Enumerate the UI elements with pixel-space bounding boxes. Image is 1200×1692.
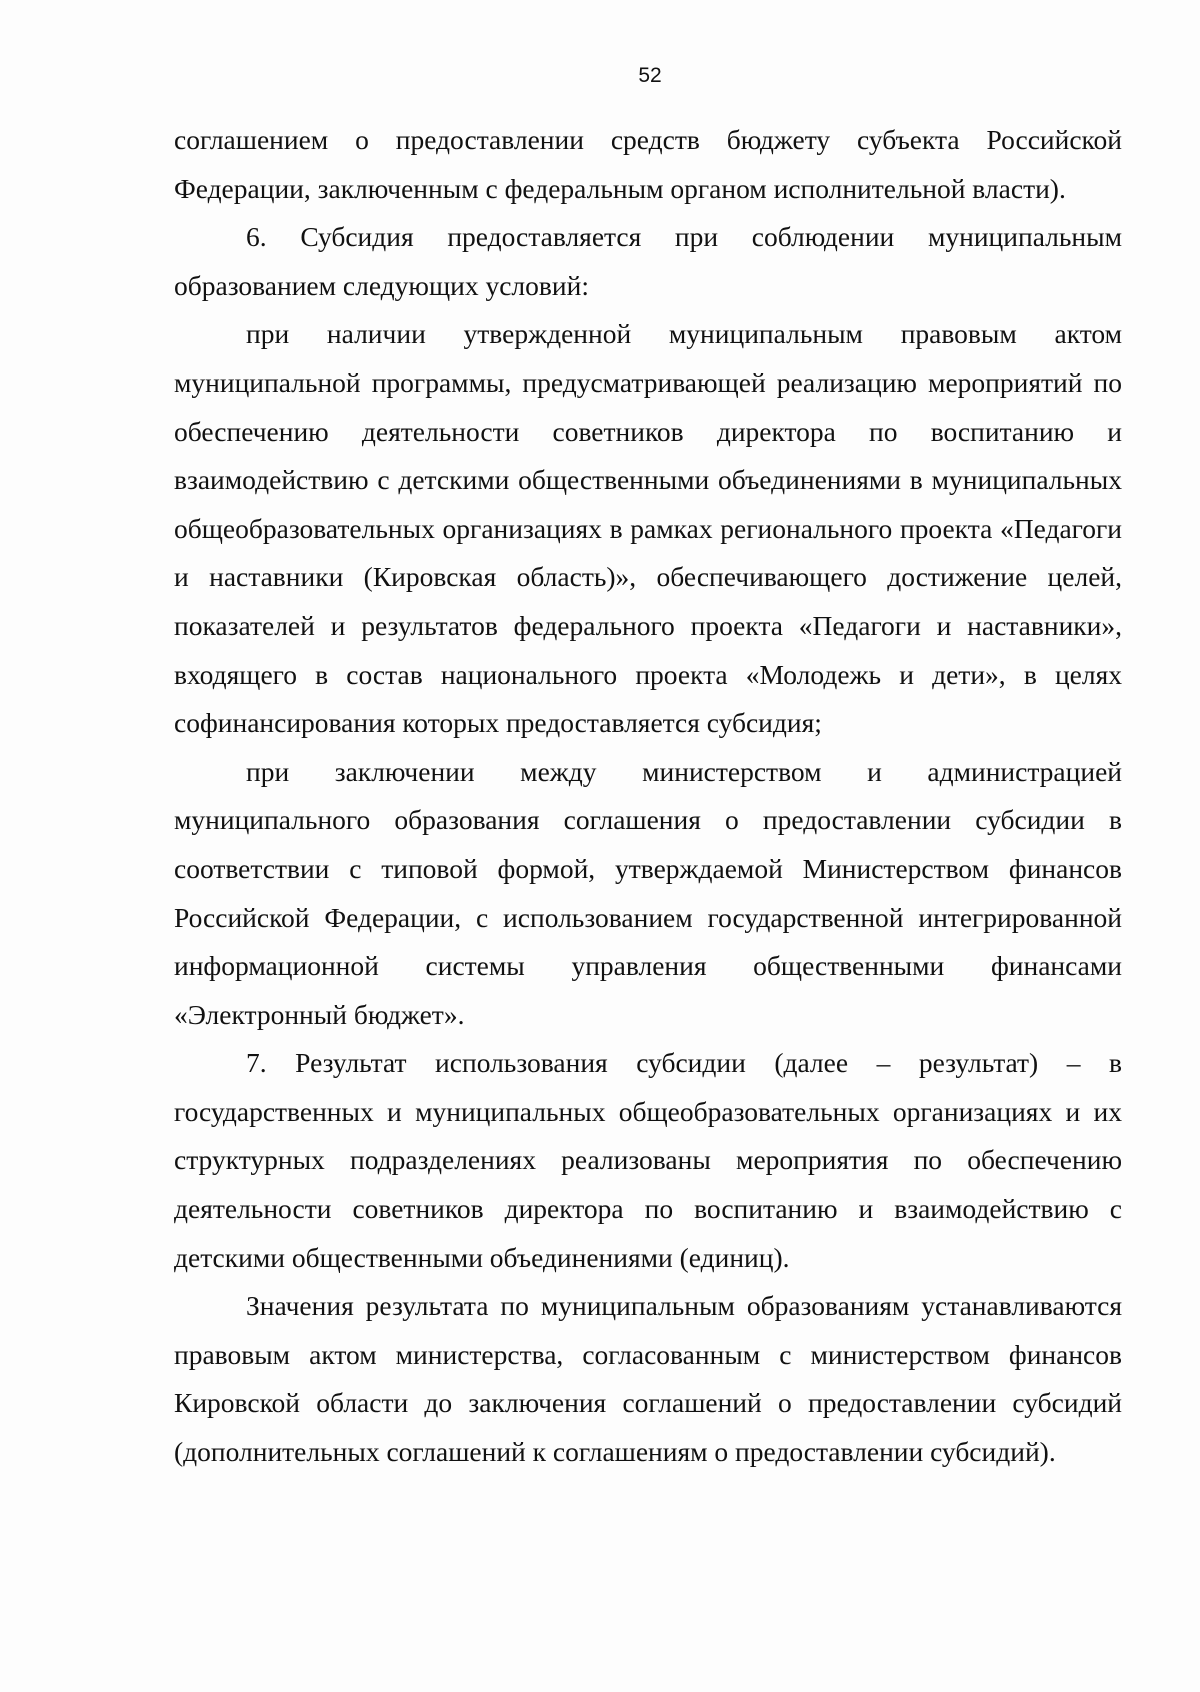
- document-body: [174, 116, 1122, 1477]
- paragraph-condition-agreement: при заключении между министерством и администрацией муниципального образования соглашения о предоставлении субсидии в соответствии с типовой формой, утверждаемой Министерством финансов Российской Федерации, с использованием государственной интегрированной информационной системы управления общественными финансами «Электронный бюджет».: [174, 755, 1122, 1030]
- paragraph-item-6: 6. Субсидия предоставляется при соблюдении муниципальным образованием следующих условий:: [174, 221, 1122, 301]
- paragraph-condition-program: при наличии утвержденной муниципальным правовым актом муниципальной программы, предусматривающей реализацию мероприятий по обеспечению деятельности советников директора по воспитанию и взаимодействию с детскими общественными объединениями в муниципальных общеобразовательных организациях в рамках регионального проекта «Педагоги и наставники (Кировская область)», обеспечивающего достижение целей, показателей и результатов федерального проекта «Педагоги и наставники», входящего в состав национального проекта «Молодежь и дети», в целях софинансирования которых предоставляется субсидия;: [174, 318, 1122, 739]
- paragraph-continuation: соглашением о предоставлении средств бюджету субъекта Российской Федерации, заключенным с федеральным органом исполнительной власти).: [174, 124, 1122, 204]
- paragraph-result-values: Значения результата по муниципальным образованиям устанавливаются правовым актом министерства, согласованным с министерством финансов Кировской области до заключения соглашений о предоставлении субсидий (дополнительных соглашений к соглашениям о предоставлении субсидий).: [174, 1290, 1122, 1468]
- page-number: 52: [638, 64, 662, 87]
- paragraph-item-7: 7. Результат использования субсидии (далее – результат) – в государственных и муниципальных общеобразовательных организациях и их структурных подразделениях реализованы мероприятия по обеспечению деятельности советников директора по воспитанию и взаимодействию с детскими общественными объединениями (единиц).: [174, 1047, 1122, 1273]
